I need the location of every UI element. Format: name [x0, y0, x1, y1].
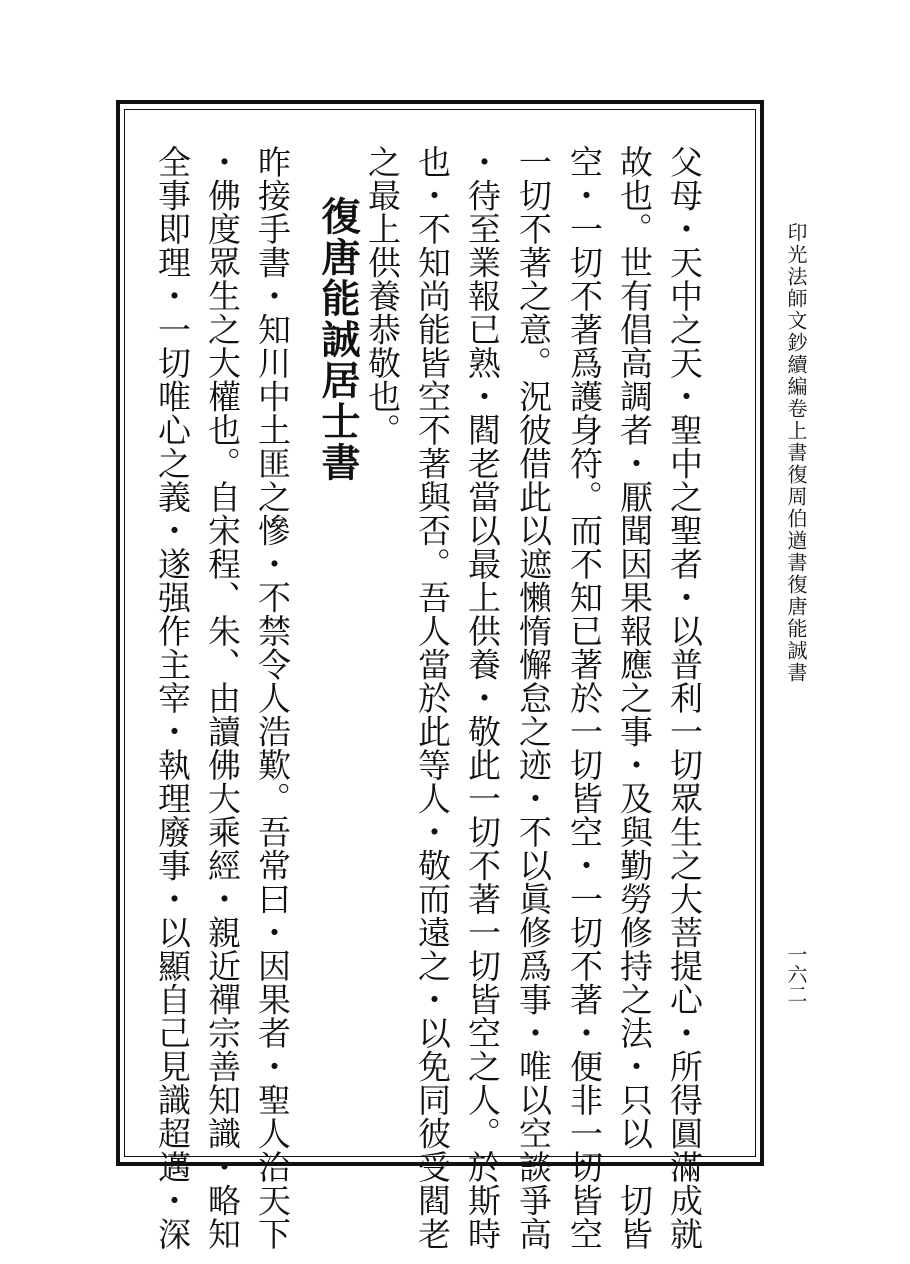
text-column: ・佛度眾生之大權也。自宋程、朱、由讀佛大乘經・親近禪宗善知識・略知: [203, 145, 242, 1251]
running-head-section: 書: [784, 442, 808, 464]
running-head-letter1: 復周伯遒書: [784, 464, 808, 574]
running-head-book: 印光法師文鈔續編卷上: [784, 222, 808, 442]
text-column: 昨接手書・知川中土匪之慘・不禁令人浩歎。吾常曰・因果者・聖人治天下: [253, 145, 292, 1251]
running-head: [786, 222, 806, 684]
text-column: ・待至業報已熟・閻老當以最上供養・敬此一切不著一切皆空之人。於斯時: [463, 145, 502, 1251]
page-number: 一六二: [784, 944, 808, 1004]
text-column: 一切不著之意。況彼借此以遮懶惰懈怠之迹・不以眞修爲事・唯以空談爭高: [514, 145, 553, 1251]
text-column: 也・不知尚能皆空不著與否。吾人當於此等人・敬而遠之・以免同彼受閻老: [413, 145, 452, 1251]
text-column: 之最上供養恭敬也。: [363, 145, 402, 447]
text-column: 全事即理・一切唯心之義・遂强作主宰・執理廢事・以顯自己見識超邁・深: [153, 145, 192, 1251]
text-column: 故也。世有倡高調者・厭聞因果報應之事・及與勤勞修持之法・只以一切皆: [615, 145, 654, 1251]
text-column: 父母・天中之天・聖中之聖者・以普利一切眾生之大菩提心・所得圓滿成就: [665, 145, 704, 1251]
letter-title: 復唐能誠居士書: [315, 196, 361, 483]
text-column: 空・一切不著爲護身符。而不知已著於一切皆空・一切不著・便非一切皆空: [565, 145, 604, 1251]
running-head-letter2: 復唐能誠書: [784, 574, 808, 684]
